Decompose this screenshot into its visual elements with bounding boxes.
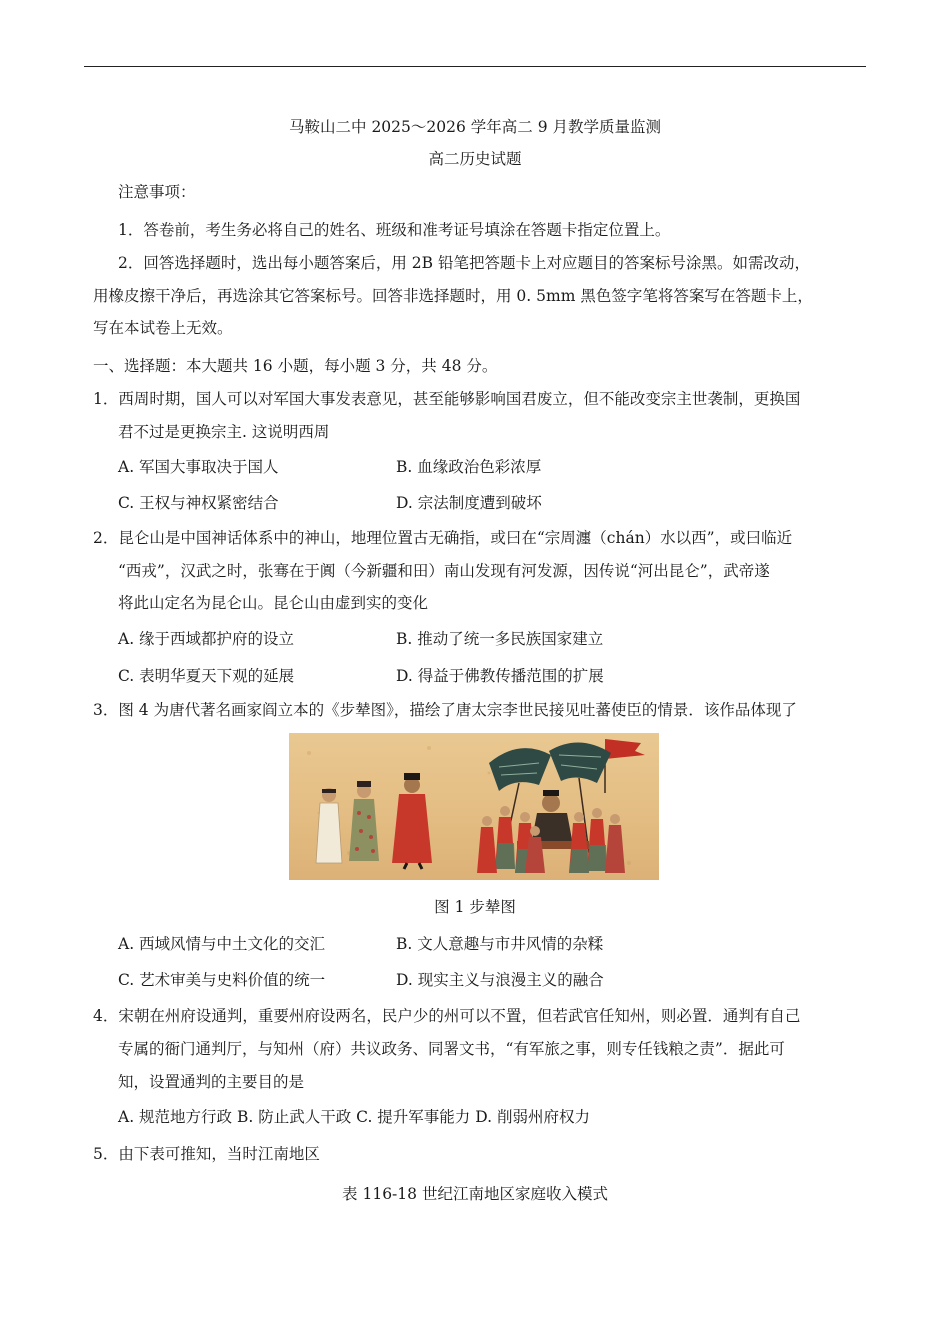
bunian-tu-painting — [289, 733, 659, 880]
question-4-line-2: 专属的衙门通判厅，与知州（府）共议政务、同署文书，“有军旅之事，则专任钱粮之责”．据此可 — [118, 1040, 785, 1058]
section-heading: 一、选择题：本大题共 16 小题，每小题 3 分，共 48 分。 — [93, 357, 498, 375]
question-2-line-3: 将此山定名为昆仑山。昆仑山由虚到实的变化 — [118, 594, 429, 612]
question-2-option-b: B. 推动了统一多民族国家建立 — [396, 630, 604, 648]
notice-item-2-line-2: 用橡皮擦干净后，再选涂其它答案标号。回答非选择题时，用 0. 5mm 黑色签字笔将答案写在答题卡上， — [93, 287, 813, 305]
top-rule — [84, 66, 866, 67]
notice-item-1: 1．答卷前，考生务必将自己的姓名、班级和准考证号填涂在答题卡指定位置上。 — [118, 221, 671, 239]
question-2-option-a: A. 缘于西域都护府的设立 — [118, 630, 295, 648]
notice-heading: 注意事项： — [118, 183, 196, 201]
question-5-line-1: 5．由下表可推知，当时江南地区 — [93, 1145, 320, 1163]
red-banner — [605, 739, 645, 793]
question-4-line-1: 4．宋朝在州府设通判，重要州府设两名，民户少的州可以不置，但若武官任知州，则必置．通判有自己 — [93, 1007, 801, 1025]
question-3-option-a: A. 西域风情与中土文化的交汇 — [118, 935, 326, 953]
question-2-line-2: “西戎”，汉武之时，张骞在于阗（今新疆和田）南山发现有河发源，因传说“河出昆仑”，武帝遂 — [118, 562, 770, 580]
question-4-options: A. 规范地方行政 B. 防止武人干政 C. 提升军事能力 D. 削弱州府权力 — [118, 1108, 590, 1126]
question-3-line-1: 3．图 4 为唐代著名画家阎立本的《步辇图》，描绘了唐太宗李世民接见吐蕃使臣的情景．该作品体现了 — [93, 701, 797, 719]
red-robed-official-figure — [392, 773, 432, 869]
question-1-line-2: 君不过是更换宗主. 这说明西周 — [118, 423, 330, 441]
question-3-option-b: B. 文人意趣与市井风情的杂糅 — [396, 935, 604, 953]
table-caption: 表 116-18 世纪江南地区家庭收入模式 — [342, 1185, 608, 1203]
figure-caption: 图 1 步辇图 — [434, 898, 516, 916]
question-3-option-d: D. 现实主义与浪漫主义的融合 — [396, 971, 604, 989]
question-1-line-1: 1．西周时期，国人可以对军国大事发表意见，甚至能够影响国君废立，但不能改变宗主世袭制，更换国 — [93, 390, 801, 408]
notice-item-2-line-3: 写在本试卷上无效。 — [93, 319, 233, 337]
question-3-option-c: C. 艺术审美与史料价值的统一 — [118, 971, 326, 989]
question-2-line-1: 2．昆仑山是中国神话体系中的神山，地理位置古无确指，或曰在“宗周瀍（chán）水以西”，或曰临近 — [93, 529, 793, 547]
official-white-figure — [316, 788, 342, 863]
question-1-option-d: D. 宗法制度遭到破坏 — [396, 494, 542, 512]
question-1-option-b: B. 血缘政治色彩浓厚 — [396, 458, 542, 476]
exam-title: 马鞍山二中 2025～2026 学年高二 9 月教学质量监测 — [289, 118, 661, 136]
notice-item-2-line-1: 2．回答选择题时，选出每小题答案后，用 2B 铅笔把答题卡上对应题目的答案标号涂黑。如需改动， — [118, 254, 810, 272]
question-1-option-c: C. 王权与神权紧密结合 — [118, 494, 279, 512]
painting-illustration — [289, 733, 659, 880]
question-1-option-a: A. 军国大事取决于国人 — [118, 458, 279, 476]
question-2-option-c: C. 表明华夏天下观的延展 — [118, 667, 295, 685]
exam-subtitle: 高二历史试题 — [428, 150, 522, 168]
question-4-line-3: 知，设置通判的主要目的是 — [118, 1073, 305, 1091]
question-2-option-d: D. 得益于佛教传播范围的扩展 — [396, 667, 604, 685]
tibetan-envoy-figure — [349, 781, 379, 861]
